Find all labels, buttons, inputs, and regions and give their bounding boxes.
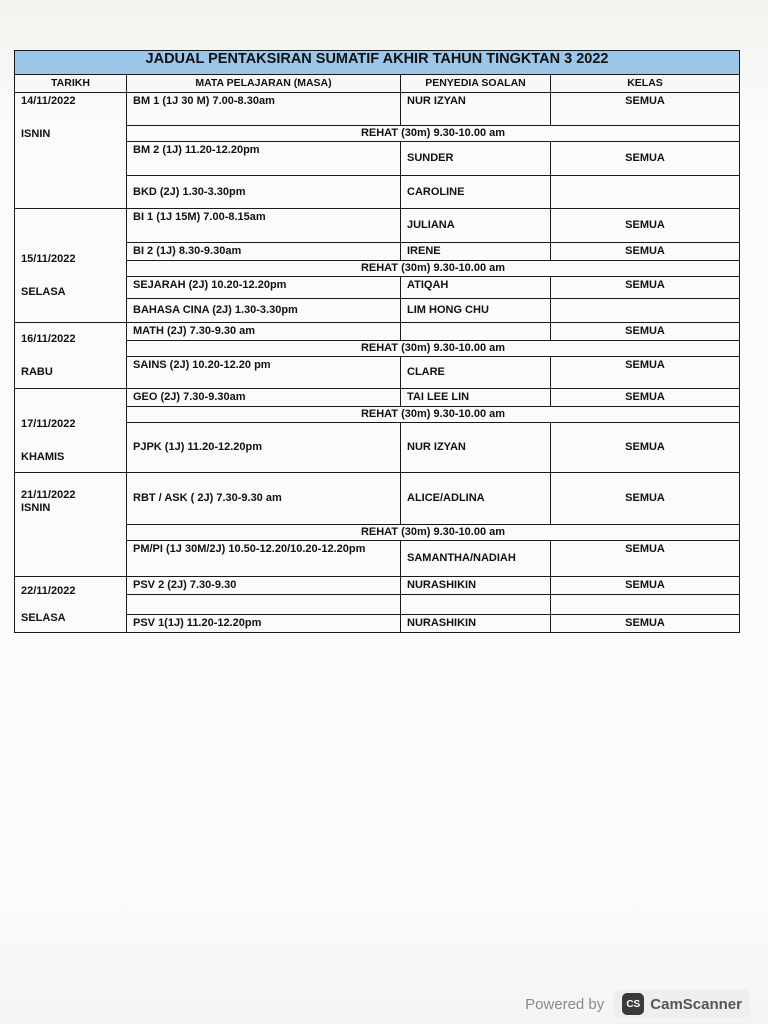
subject-cell [127,595,401,615]
kelas-cell: SEMUA [551,541,740,577]
subject-cell: BKD (2J) 1.30-3.30pm [127,176,401,209]
subject-cell: BAHASA CINA (2J) 1.30-3.30pm [127,299,401,323]
kelas-cell: SEMUA [551,209,740,243]
day-text: RABU [21,365,53,378]
subject-cell: SAINS (2J) 10.20-12.20 pm [127,357,401,389]
subject-cell: BI 1 (1J 15M) 7.00-8.15am [127,209,401,243]
date-cell [15,209,127,323]
header-setter: PENYEDIA SOALAN [401,75,551,93]
day-text: SELASA [21,285,66,298]
kelas-cell: SEMUA [551,142,740,176]
date-cell [15,323,127,389]
kelas-cell [551,595,740,615]
setter-cell: SUNDER [401,142,551,176]
day-text: KHAMIS [21,450,65,463]
header-subject: MATA PELAJARAN (MASA) [127,75,401,93]
exam-schedule-table [14,50,740,633]
setter-cell: LIM HONG CHU [401,299,551,323]
kelas-cell: SEMUA [551,577,740,595]
subject-cell: GEO (2J) 7.30-9.30am [127,389,401,407]
date-text: 22/11/2022 [21,585,76,597]
day-text: ISNIN [21,502,51,514]
header-kelas: KELAS [551,75,740,93]
setter-cell: CLARE [401,357,551,389]
subject-cell: BM 2 (1J) 11.20-12.20pm [127,142,401,176]
kelas-cell: SEMUA [551,243,740,261]
schedule-title: JADUAL PENTAKSIRAN SUMATIF AKHIR TAHUN TINGKTAN 3 2022 [15,51,740,75]
setter-cell: CAROLINE [401,176,551,209]
subject-cell: PM/PI (1J 30M/2J) 10.50-12.20/10.20-12.20pm [127,541,401,577]
date-cell [15,577,127,633]
kelas-cell: SEMUA [551,389,740,407]
kelas-cell: SEMUA [551,357,740,389]
setter-cell: TAI LEE LIN [401,389,551,407]
date-text: 14/11/2022 [21,95,76,107]
kelas-cell: SEMUA [551,323,740,341]
powered-by-text: Powered by [525,995,605,1013]
kelas-cell: SEMUA [551,615,740,633]
camscanner-watermark [525,990,750,1018]
setter-cell: JULIANA [401,209,551,243]
setter-cell: NURASHIKIN [401,615,551,633]
subject-cell: BM 1 (1J 30 M) 7.00-8.30am [127,93,401,126]
setter-cell [401,323,551,341]
setter-cell: NURASHIKIN [401,577,551,595]
setter-cell: ALICE/ADLINA [401,473,551,525]
rehat-row: REHAT (30m) 9.30-10.00 am [127,126,740,142]
kelas-cell: SEMUA [551,93,740,126]
day-text: ISNIN [21,128,51,140]
camscanner-brand: CamScanner [650,995,742,1013]
rehat-row: REHAT (30m) 9.30-10.00 am [127,407,740,423]
day-text: SELASA [21,612,66,624]
setter-cell: NUR IZYAN [401,423,551,473]
rehat-row: REHAT (30m) 9.30-10.00 am [127,341,740,357]
date-cell [15,473,127,577]
setter-cell [401,595,551,615]
kelas-cell: SEMUA [551,473,740,525]
kelas-cell [551,299,740,323]
subject-cell: PSV 1(1J) 11.20-12.20pm [127,615,401,633]
date-text: 17/11/2022 [21,417,76,430]
setter-cell: NUR IZYAN [401,93,551,126]
date-text: 21/11/2022 [21,489,76,501]
kelas-cell [551,176,740,209]
rehat-row: REHAT (30m) 9.30-10.00 am [127,261,740,277]
kelas-cell: SEMUA [551,423,740,473]
date-text: 15/11/2022 [21,252,76,265]
setter-cell: IRENE [401,243,551,261]
kelas-cell: SEMUA [551,277,740,299]
date-cell [15,389,127,473]
subject-cell: BI 2 (1J) 8.30-9.30am [127,243,401,261]
header-tarikh: TARIKH [15,75,127,93]
setter-cell: SAMANTHA/NADIAH [401,541,551,577]
subject-cell: SEJARAH (2J) 10.20-12.20pm [127,277,401,299]
camscanner-logo-icon: CS [622,993,644,1015]
date-text: 16/11/2022 [21,332,76,345]
rehat-row: REHAT (30m) 9.30-10.00 am [127,525,740,541]
setter-cell: ATIQAH [401,277,551,299]
date-cell [15,93,127,209]
subject-cell: RBT / ASK ( 2J) 7.30-9.30 am [127,473,401,525]
subject-cell: MATH (2J) 7.30-9.30 am [127,323,401,341]
subject-cell: PSV 2 (2J) 7.30-9.30 [127,577,401,595]
subject-cell: PJPK (1J) 11.20-12.20pm [127,423,401,473]
camscanner-badge [614,990,750,1018]
